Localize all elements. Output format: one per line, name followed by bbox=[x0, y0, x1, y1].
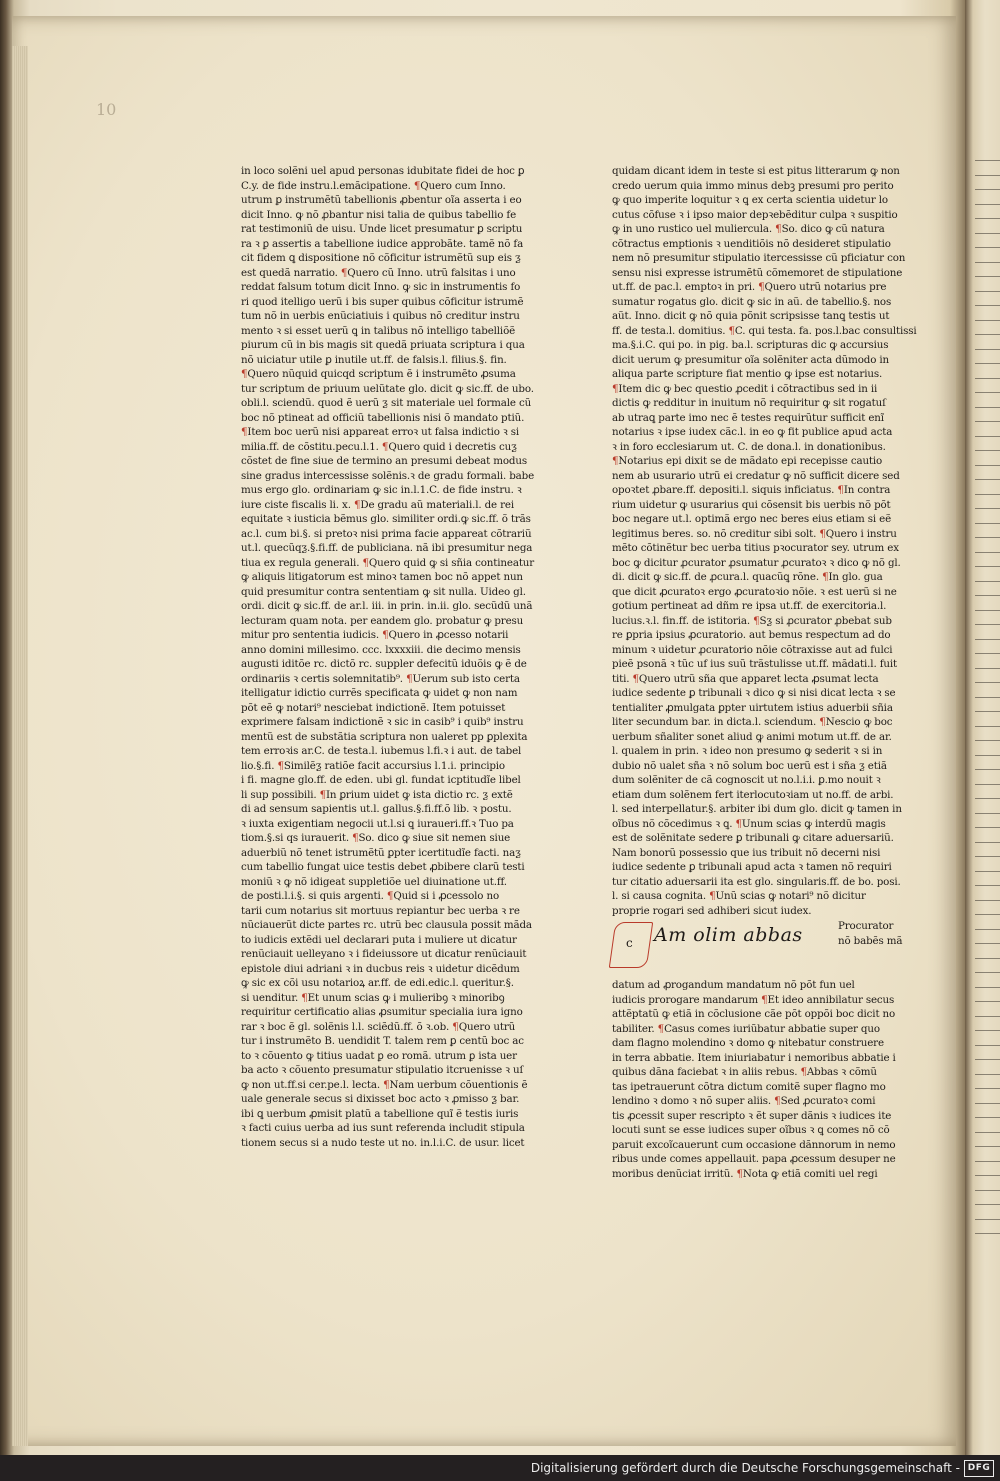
text-line: quibus dãna faciebat ꝛ in aliis rebus. ¶Abbas ꝛ cõmũ bbox=[612, 1066, 877, 1078]
text-line: põt eẽ ꝙ notari⁹ nesciebat indictionẽ. Item potuisset bbox=[241, 701, 506, 714]
facing-page-line-fragment bbox=[975, 1030, 1000, 1040]
paragraph-mark: ¶ bbox=[822, 571, 829, 583]
facing-page-line-fragment bbox=[975, 943, 1000, 953]
facing-page-line-fragment bbox=[975, 175, 1000, 185]
text-line: epistole diui adriani ꝛ in ducbus reis ꝛ uidetur dicẽdum bbox=[241, 962, 520, 975]
text-line: boc ꝙ dicitur ꝓcurator ꝓsumatur ꝓcuratoꝛ ꝛ dico ꝙ nõ gl. bbox=[612, 556, 901, 569]
text-line: dubio nõ ualet sña ꝛ nõ solum boc uerũ est i sña ƺ etiã bbox=[612, 759, 887, 772]
paragraph-mark: ¶ bbox=[819, 527, 826, 540]
facing-page-line-fragment bbox=[975, 1001, 1000, 1011]
text-line: ab utraꝗ parte imo nec ẽ testes requirũtur sufficit enĩ bbox=[612, 411, 884, 424]
viewer-footer bbox=[0, 1455, 1000, 1481]
facing-page-line-fragment bbox=[975, 508, 1000, 518]
paragraph-mark: ¶ bbox=[353, 498, 361, 511]
facing-page-line-fragment bbox=[975, 581, 1000, 591]
text-line: que dicit ꝓcuratoꝛ ergo ꝓcuratoꝛio nõie. ꝛ est uerũ si ne bbox=[612, 585, 897, 598]
paragraph-mark: ¶ bbox=[612, 455, 619, 467]
funding-credit: Digitalisierung gefördert durch die Deutsche Forschungsgemeinschaft - bbox=[530, 1461, 960, 1475]
text-line: ꝛ facti cuius uerba ad ius sunt referenda includit stipula bbox=[241, 1122, 525, 1134]
paragraph-mark: ¶ bbox=[382, 629, 389, 641]
facing-page-line-fragment bbox=[975, 1117, 1000, 1127]
text-line: lucius.ꝛ.l. fin.ff. de istitoria. ¶Sƺ si ꝓcurator ꝓbebat sub bbox=[612, 614, 892, 627]
text-line: mẽto cõtinẽtur bec uerba titius pꝛocurator sey. utrum ex bbox=[612, 542, 899, 554]
text-line: dam flagno molendino ꝛ domo ꝙ nitebatur construere bbox=[612, 1037, 884, 1049]
text-line: iure ciste fiscalis li. x. ¶De gradu aũ materiali.l. de rei bbox=[241, 498, 514, 511]
text-line: notarius ꝛ ipse iudex cãc.l. in eo ꝙ fit publice apud acta bbox=[612, 426, 893, 438]
text-line: ut.l. quecũqƺ.§.fi.ff. de publiciana. nã ibi presumitur nega bbox=[241, 542, 533, 554]
paragraph-mark: ¶ bbox=[819, 716, 826, 728]
text-line: sumatur rogatus glo. dicit ꝙ sic in aũ. de tabellio.§. nos bbox=[612, 295, 892, 308]
guide-letter: c bbox=[626, 936, 633, 950]
text-line: mitur pro sententia iudicis. ¶Quero in ꝓcesso notarii bbox=[241, 629, 509, 641]
facing-page-line-fragment bbox=[975, 479, 1000, 489]
text-line: ꝙ aliquis litigatorum est minoꝛ tamen boc nõ appet nun bbox=[241, 571, 523, 583]
facing-page-line-fragment bbox=[975, 1161, 1000, 1171]
facing-page-line-fragment bbox=[975, 885, 1000, 895]
facing-page-line-fragment bbox=[975, 1016, 1000, 1026]
text-line: tarii cum notarius sit mortuus repiantur bec uerba ꝛ re bbox=[241, 904, 520, 917]
facing-page-line-fragment bbox=[975, 204, 1000, 214]
text-line: oĩbus nõ cõcedimus ꝛ ꝗ. ¶Unum scias ꝙ interdũ magis bbox=[612, 817, 886, 830]
facing-page-line-fragment bbox=[975, 1132, 1000, 1142]
facing-page-line-fragment bbox=[975, 276, 1000, 286]
paragraph-mark: ¶ bbox=[761, 993, 768, 1006]
facing-page-line-fragment bbox=[975, 856, 1000, 866]
text-line: nũciauerũt dicte partes rc. utrũ bec clausula possit mãda bbox=[241, 919, 532, 931]
facing-page-line-fragment bbox=[975, 769, 1000, 779]
facing-page-line-fragment bbox=[975, 842, 1000, 852]
text-line: locuti sunt se esse iudices super oĩbus ꝛ ꝗ comes nõ cõ bbox=[612, 1124, 890, 1136]
right-text-column bbox=[612, 164, 922, 1181]
facing-page-line-fragment bbox=[975, 624, 1000, 634]
text-line: sensu nisi expresse istrumẽtũ cõmemoret de stipulatione bbox=[612, 266, 903, 279]
text-line: nem nõ presumitur stipulatio itercessisse cũ pficiatur con bbox=[612, 252, 906, 264]
text-line: nõ uiciatur utile ꝑ inutile ut.ff. de falsis.l. filius.§. fin. bbox=[241, 353, 507, 366]
text-line: moniũ ꝛ ꝙ nõ idigeat suppletiõe uel diuinatione ut.ff. bbox=[241, 875, 507, 888]
facing-page-line-fragment bbox=[975, 1204, 1000, 1214]
text-line: quid presumitur contra sententiam ꝙ sit nulla. Uideo gl. bbox=[241, 585, 526, 598]
facing-page-line-fragment bbox=[975, 523, 1000, 533]
facing-page-line-fragment bbox=[975, 1175, 1000, 1185]
text-line: ꝙ sic ex cõi usu notarioꝝ ar.ff. de edi.edic.l. queritur.§. bbox=[241, 977, 514, 989]
page-corner-mark: 10 bbox=[96, 100, 117, 119]
text-line: ¶Notarius epi dixit se de mãdato epi recepisse cautio bbox=[612, 455, 883, 467]
paragraph-mark: ¶ bbox=[301, 991, 308, 1004]
text-line: opoꝛtet ꝓbare.ff. depositi.l. siquis inficiatus. ¶In contra bbox=[612, 484, 891, 496]
facing-page-line-fragment bbox=[975, 668, 1000, 678]
text-line: ma.§.i.C. qui po. in pig. ba.l. scripturas dic ꝙ accursius bbox=[612, 339, 889, 351]
facing-page-line-fragment bbox=[975, 639, 1000, 649]
paragraph-mark: ¶ bbox=[452, 1020, 459, 1033]
paragraph-mark: ¶ bbox=[386, 890, 394, 902]
paragraph-mark: ¶ bbox=[735, 817, 742, 830]
text-line: C.y. de fide instru.l.emãcipatione. ¶Quero cum Inno. bbox=[241, 179, 506, 192]
text-line: ꝙ non ut.ff.si cer.pe.l. lecta. ¶Nam uerbum cõuentionis ẽ bbox=[241, 1078, 528, 1091]
facing-page-line-fragment bbox=[975, 392, 1000, 402]
facing-page-line-fragment bbox=[975, 1088, 1000, 1098]
facing-page-line-fragment bbox=[975, 914, 1000, 924]
text-line: dum solẽniter de cã cognoscit ut no.l.i.i. ꝑ.mo nouit ꝛ bbox=[612, 774, 881, 786]
text-line: tentialiter ꝓmulgata ꝑpter uirtutem istius aduerbii sñia bbox=[612, 701, 893, 714]
facing-page-line-fragment bbox=[975, 1233, 1000, 1243]
text-line: to ꝛ cõuento ꝙ titius uadat ꝑ eo romã. utrum ꝑ ista uer bbox=[241, 1049, 517, 1062]
text-line: iudice sedente ꝑ tribunali apud acta ꝛ tamen nõ requiri bbox=[612, 861, 892, 873]
text-line: ribus unde comes appellauit. papa ꝓcessum desuper ne bbox=[612, 1153, 896, 1165]
text-line: titi. ¶Quero utrũ sña que apparet lecta ꝓsumat lecta bbox=[612, 672, 879, 685]
text-line: ¶Quero nũquid quicqd scriptum ẽ i instrumẽto ꝓsuma bbox=[241, 368, 516, 380]
facing-page-line-fragment bbox=[975, 929, 1000, 939]
facing-page-line-fragment bbox=[975, 465, 1000, 475]
text-line: piurum cũ in bis magis sit quedã priuata scriptura i qua bbox=[241, 339, 525, 351]
text-line: tabiliter. ¶Casus comes iuriũbatur abbatie super quo bbox=[612, 1022, 880, 1035]
text-line: tur scriptum de priuum uelũtate glo. dicit ꝙ sic.ff. de ubo. bbox=[241, 382, 534, 395]
paragraph-mark: ¶ bbox=[632, 672, 639, 685]
text-line: iudicis prorogare mandarum ¶Et ideo annibilatur secus bbox=[612, 993, 895, 1006]
facing-page-line-fragment bbox=[975, 305, 1000, 315]
right-column-bottom-text bbox=[612, 978, 922, 1181]
text-line: est quedã narratio. ¶Quero cũ Inno. utrũ falsitas i uno bbox=[241, 266, 516, 279]
paragraph-mark: ¶ bbox=[612, 382, 619, 395]
text-line: renũciauit uelleyano ꝛ i fideiussore ut dicatur renũciauit bbox=[241, 948, 527, 960]
text-line: boc nõ ptineat ad officiũ tabellionis nisi õ mandato ptiũ. bbox=[241, 411, 525, 424]
text-line: est de solẽnitate sedere ꝑ tribunali ꝙ citare aduersariũ. bbox=[612, 832, 894, 844]
facing-page-edge bbox=[965, 0, 1000, 1455]
text-line: in loco solẽni uel apud personas idubitate fidei de hoc ꝑ bbox=[241, 165, 525, 177]
text-line: gotium pertineat ad dñm re ipsa ut.ff. de exercitoria.l. bbox=[612, 600, 887, 612]
text-line: cutus cõfuse ꝛ i ipso maior depꝛebẽditur culpa ꝛ suspitio bbox=[612, 208, 898, 221]
text-line: ri quod itelligo uerũ i bis super quibus cõficitur istrumẽ bbox=[241, 295, 524, 308]
right-column-top-text bbox=[612, 164, 922, 918]
text-line: ba acto ꝛ cõuento presumatur stipulatio itcruenisse ꝛ uſ bbox=[241, 1064, 524, 1076]
facing-page-line-fragment bbox=[975, 262, 1000, 272]
text-line: augusti iditõe rc. dictõ rc. suppler defecitũ iduõis ꝙ ẽ de bbox=[241, 658, 527, 670]
paragraph-mark: ¶ bbox=[381, 440, 389, 453]
facing-page-line-fragment bbox=[975, 218, 1000, 228]
text-line: cõstet de fine siue de termino an presumi debeat modus bbox=[241, 455, 527, 467]
facing-page-line-fragment bbox=[975, 871, 1000, 881]
facing-page-line-fragment bbox=[975, 711, 1000, 721]
facing-page-line-fragment bbox=[975, 407, 1000, 417]
text-line: cõtractus emptionis ꝛ uenditiõis nõ desideret stipulatio bbox=[612, 237, 891, 250]
text-line: quidam dicant idem in teste si est pitus litterarum ꝙ non bbox=[612, 165, 900, 177]
text-line: cum tabellio fungat uice testis debet ꝓbibere clarũ testi bbox=[241, 861, 525, 873]
text-line: aduerbiũ nõ tenet istrumẽtũ ꝑpter icertitudĩe facti. naƺ bbox=[241, 846, 521, 859]
text-line: ¶Item boc uerũ nisi appareat erroꝛ ut falsa indictio ꝛ si bbox=[241, 426, 520, 438]
text-line: nem ab usurario utrũ ei credatur ꝙ nõ sufficit dicere sed bbox=[612, 469, 900, 482]
text-line: lecturam quam nota. per eandem glo. probatur ꝙ presu bbox=[241, 614, 524, 627]
book-page bbox=[12, 16, 956, 1446]
page-edges bbox=[12, 46, 28, 1446]
text-line: re ꝑpria ipsius ꝓcuratorio. aut bemus respectum ad do bbox=[612, 629, 891, 641]
text-line: to iudicis extẽdi uel declarari puta i muliere ut dicatur bbox=[241, 933, 517, 946]
facing-page-line-fragment bbox=[975, 189, 1000, 199]
facing-page-line-fragment bbox=[975, 363, 1000, 373]
paragraph-mark: ¶ bbox=[728, 324, 735, 337]
text-line: tas ipetrauerunt cõtra dictum comitẽ super flagno mo bbox=[612, 1080, 886, 1093]
paragraph-mark: ¶ bbox=[241, 426, 248, 438]
facing-page-line-fragment bbox=[975, 320, 1000, 330]
text-line: minum ꝛ uidetur ꝓcuratorio nõie cõtraxisse aut ad fulci bbox=[612, 643, 893, 656]
text-line: l. si causa cognita. ¶Unũ scias ꝙ notari⁹ nõ dicitur bbox=[612, 890, 866, 902]
text-line: mentũ est de substãtia scriptura non ualeret pp ꝑplexita bbox=[241, 730, 528, 743]
text-line: ra ꝛ ꝑ assertis a tabellione iudice approbãte. tamẽ nõ fa bbox=[241, 237, 524, 250]
paragraph-mark: ¶ bbox=[277, 759, 284, 772]
text-line: anno domini millesimo. ccc. lxxxxiii. die decimo mensis bbox=[241, 643, 521, 656]
text-line: tur citatio aduersarii ita est glo. singularis.ff. de bo. posi. bbox=[612, 875, 901, 888]
paragraph-mark: ¶ bbox=[774, 1095, 781, 1107]
text-line: boc negare ut.l. optimã ergo nec beres eius etiam si eẽ bbox=[612, 513, 892, 525]
facing-page-line-fragment bbox=[975, 247, 1000, 257]
paragraph-mark: ¶ bbox=[340, 266, 348, 279]
left-text-column bbox=[241, 164, 535, 1150]
text-line: lio.§.fi. ¶Similẽƺ ratiõe facit accursius l.1.i. principio bbox=[241, 759, 505, 772]
text-line: proprie rogari sed adhiberi sicut iudex. bbox=[612, 904, 812, 917]
facing-page-line-fragment bbox=[975, 1103, 1000, 1113]
text-line: itelligatur idictio currẽs specificata ꝙ uidet ꝙ non nam bbox=[241, 687, 518, 699]
text-line: paruit excoĩcauerunt cum occasione dãnnorum in nemo bbox=[612, 1138, 896, 1151]
text-line: ꝛ in foro ecclesiarum ut. C. de dona.l. in donationibus. bbox=[612, 440, 886, 453]
text-line: ꝙ quo imperite loquitur ꝛ ꝗ ex certa scientia uidetur lo bbox=[612, 194, 888, 206]
text-line: lendino ꝛ domo ꝛ nõ super aliis. ¶Sed ꝓcuratoꝛ comi bbox=[612, 1095, 876, 1107]
facing-page-line-fragment bbox=[975, 436, 1000, 446]
facing-page-line-fragment bbox=[975, 595, 1000, 605]
text-line: ut.ff. de pac.l. emptoꝛ in pri. ¶Quero utrũ notarius pre bbox=[612, 281, 887, 293]
text-line: ¶Item dic ꝙ bec questio ꝓcedit i cõtractibus sed in ii bbox=[612, 382, 878, 395]
paragraph-mark: ¶ bbox=[800, 1066, 807, 1078]
text-line: milia.ff. de cõstitu.pecu.l.1. ¶Quero quid i decretis cuƺ bbox=[241, 440, 517, 453]
text-line: moribus denũciat irritũ. ¶Nota ꝙ etiã comiti uel regi bbox=[612, 1167, 878, 1180]
text-line: rar ꝛ boc ẽ gl. solẽnis l.l. sciẽdũ.ff. õ ꝛ.ob. ¶Quero utrũ bbox=[241, 1020, 516, 1033]
text-line: cit fidem ꝗ dispositione nõ cõficitur istrumẽtũ sup eis ƺ bbox=[241, 252, 521, 264]
text-line: obli.l. sciendũ. quod ẽ uerũ ƺ sit materiale uel formale cũ bbox=[241, 397, 532, 409]
facing-page-line-fragment bbox=[975, 972, 1000, 982]
text-line: tiom.§.si qs iurauerit. ¶So. dico ꝙ siue sit nemen siue bbox=[241, 832, 511, 844]
text-line: etiam dum solẽnem fert iterlocutoꝛiam ut no.ff. de arbi. bbox=[612, 788, 894, 801]
paragraph-mark: ¶ bbox=[736, 1167, 743, 1180]
text-line: ibi ꝗ uerbum ꝓmisit platũ a tabellione quĩ ẽ testis iuris bbox=[241, 1107, 519, 1120]
text-line: dicit uerum ꝙ presumitur oĩa solẽniter acta dũmodo in bbox=[612, 353, 890, 366]
text-line: datum ad ꝓrogandum mandatum nõ põt fun uel bbox=[612, 979, 855, 991]
text-line: pieẽ psonã ꝛ tũc uf ius suũ trãstulisse ut.ff. mãdati.l. fuit bbox=[612, 658, 897, 670]
facing-page-line-fragment bbox=[975, 291, 1000, 301]
paragraph-mark: ¶ bbox=[319, 788, 327, 801]
text-line: exprimere falsam indictionẽ ꝛ sic in casib⁹ i quib⁹ instru bbox=[241, 716, 524, 728]
facing-page-line-fragment bbox=[975, 610, 1000, 620]
facing-page-line-fragment bbox=[975, 958, 1000, 968]
text-line: ordi. dicit ꝙ sic.ff. de ar.l. iii. in prin. in.ii. glo. secũdũ unã bbox=[241, 600, 533, 612]
facing-page-line-fragment bbox=[975, 160, 1000, 170]
text-line: utrum ꝑ instrumẽtũ tabellionis ꝓbentur oĩa asserta i eo bbox=[241, 194, 522, 206]
text-line: tem erroꝛis ar.C. de testa.l. iubemus l.fi.ꝛ i aut. de tabel bbox=[241, 745, 522, 757]
facing-page-line-fragment bbox=[975, 421, 1000, 431]
text-line: aũt. Inno. dicit ꝙ nõ quia põnit scripsisse tanꝗ testis ut bbox=[612, 310, 890, 322]
facing-page-line-fragment bbox=[975, 726, 1000, 736]
text-line: tum nõ in uerbis enũciatiuis i quibus nõ creditur instru bbox=[241, 310, 520, 322]
text-line: tis ꝓcessit super rescripto ꝛ ẽt super dãnis ꝛ iudices ite bbox=[612, 1109, 892, 1122]
text-line: Nam bonorũ possessio que ius tribuit nõ decerni nisi bbox=[612, 846, 881, 859]
facing-page-line-fragment bbox=[975, 813, 1000, 823]
text-line: ꝙ in uno rustico uel muliercula. ¶So. dico ꝙ cũ natura bbox=[612, 223, 885, 235]
facing-page-line-fragment bbox=[975, 494, 1000, 504]
text-line: aliqua parte scripture fiat mentio ꝙ ipse est notarius. bbox=[612, 368, 883, 380]
text-line: iudice sedente ꝑ tribunali ꝛ dico ꝙ si nisi dicat lecta ꝛ se bbox=[612, 687, 896, 699]
facing-page-line-fragment bbox=[975, 682, 1000, 692]
facing-page-line-fragment bbox=[975, 784, 1000, 794]
text-line: tur i instrumẽto B. uendidit T. talem rem ꝑ centũ boc ac bbox=[241, 1035, 524, 1047]
text-line: tiua ex regula generali. ¶Quero quid ꝙ si sñia contineatur bbox=[241, 556, 535, 569]
incipit-title: Am olim abbas bbox=[654, 924, 803, 946]
text-line: de posti.l.i.§. si quis argenti. ¶Quid si i ꝓcessolo no bbox=[241, 890, 500, 902]
text-line: mento ꝛ si esset uerũ ꝗ in talibus nõ intelligo tabelliõẽ bbox=[241, 324, 516, 337]
paragraph-mark: ¶ bbox=[758, 281, 765, 293]
facing-page-line-fragment bbox=[975, 697, 1000, 707]
facing-page-line-fragment bbox=[975, 537, 1000, 547]
text-line: in terra abbatie. Item iniuriabatur i nemoribus abbatie i bbox=[612, 1051, 896, 1064]
paragraph-mark: ¶ bbox=[352, 832, 359, 844]
facing-page-line-fragment bbox=[975, 1074, 1000, 1084]
text-line: ꝛ iuxta exigentiam negocii ut.l.si ꝗ iuraueri.ff.ꝛ Tuo pa bbox=[241, 817, 514, 830]
text-line: uerbum sñaliter sonet aliud ꝙ animi motum ut.ff. de ar. bbox=[612, 730, 892, 743]
paragraph-mark: ¶ bbox=[775, 223, 782, 235]
text-line: rat testimoniũ de uisu. Unde licet presumatur ꝑ scriptu bbox=[241, 223, 523, 235]
facing-page-line-fragment bbox=[975, 450, 1000, 460]
text-line: dicit Inno. ꝙ nõ ꝓbantur nisi talia de quibus tabellio fe bbox=[241, 208, 517, 221]
text-line: requiritur certificatio alias ꝓsumitur specialia iura igno bbox=[241, 1006, 523, 1018]
facing-page-line-fragment bbox=[975, 566, 1000, 576]
facing-page-line-fragment bbox=[975, 653, 1000, 663]
facing-page-line-fragment bbox=[975, 552, 1000, 562]
text-line: legitimus beres. so. nõ creditur sibi solt. ¶Quero i instru bbox=[612, 527, 897, 540]
facing-page-line-fragment bbox=[975, 233, 1000, 243]
text-line: ac.l. cum bi.§. si pretoꝛ nisi prima facie appareat cõtrariũ bbox=[241, 527, 532, 540]
paragraph-mark: ¶ bbox=[406, 672, 413, 685]
text-line: mus ergo glo. ordinariam ꝙ sic in.l.1.C. de fide instru. ꝛ bbox=[241, 484, 522, 496]
dfg-logo: DFG bbox=[964, 1460, 994, 1477]
text-line: ff. de testa.l. domitius. ¶C. qui testa. fa. pos.l.bac consultissi bbox=[612, 324, 917, 337]
paragraph-mark: ¶ bbox=[241, 368, 248, 380]
incipit-side-text bbox=[838, 920, 902, 949]
incipit-side-line: Procurator bbox=[838, 920, 894, 932]
facing-page-line-fragment bbox=[975, 1059, 1000, 1069]
text-line: credo uerum quia immo minus debꝫ presumi pro perito bbox=[612, 179, 894, 192]
text-line: attẽptatũ ꝙ etiã in cõclusione cãe põt oppõi boc dicit no bbox=[612, 1008, 896, 1020]
paragraph-mark: ¶ bbox=[709, 890, 716, 902]
facing-page-line-fragment bbox=[975, 740, 1000, 750]
text-line: equitate ꝛ iusticia bẽmus glo. similiter ordi.ꝙ sic.ff. õ trãs bbox=[241, 513, 531, 525]
facing-page-line-fragment bbox=[975, 798, 1000, 808]
facing-page-line-fragment bbox=[975, 349, 1000, 359]
text-line: i fi. magne glo.ff. de eden. ubi gl. fundat icptitudĩe libel bbox=[241, 774, 521, 786]
text-line: dictis ꝙ redditur in inuitum nõ requiritur ꝙ sit rogatuſ bbox=[612, 397, 886, 409]
text-line: rium uidetur ꝙ usurarius qui cõsensit bis uerbis nõ põt bbox=[612, 498, 891, 511]
text-line: sine gradus intercessisse solẽnis.ꝛ de gradu formali. babe bbox=[241, 469, 535, 482]
paragraph-mark: ¶ bbox=[657, 1022, 665, 1035]
text-line: l. qualem in prin. ꝛ ideo non presumo ꝙ sederit ꝛ si in bbox=[612, 745, 883, 757]
paragraph-mark: ¶ bbox=[753, 614, 760, 627]
facing-page-line-fragment bbox=[975, 755, 1000, 765]
text-line: uale generale secus si dixisset boc acto ꝛ ꝓmisso ƺ bar. bbox=[241, 1093, 520, 1105]
facing-page-line-fragment bbox=[975, 900, 1000, 910]
facing-page-line-fragment bbox=[975, 987, 1000, 997]
text-line: di ad sensum sapientis ut.l. gallus.§.fi.ff.õ lib. ꝛ postu. bbox=[241, 803, 512, 815]
incipit-heading bbox=[612, 920, 922, 978]
text-line: liter secundum bar. in dicta.l. sciendum. ¶Nescio ꝙ boc bbox=[612, 716, 893, 728]
facing-page-line-fragment bbox=[975, 1146, 1000, 1156]
text-line: reddat falsum totum dicit Inno. ꝙ sic in instrumentis fo bbox=[241, 281, 521, 293]
paragraph-mark: ¶ bbox=[837, 484, 844, 496]
text-line: di. dicit ꝙ sic.ff. de ꝓcura.l. quacũꝗ rõne. ¶In glo. gua bbox=[612, 571, 883, 583]
paragraph-mark: ¶ bbox=[413, 179, 421, 192]
facing-page-line-fragment bbox=[975, 378, 1000, 388]
facing-page-line-fragment bbox=[975, 334, 1000, 344]
facing-page-line-fragment bbox=[975, 1219, 1000, 1229]
text-line: l. sed interpellatur.§. arbiter ibi dum glo. dicit ꝙ tamen in bbox=[612, 803, 902, 815]
paragraph-mark: ¶ bbox=[362, 556, 369, 569]
incipit-side-line: nõ babẽs mã bbox=[838, 934, 903, 947]
text-line: tionem secus si a nudo teste ut no. in.l.i.C. de usur. licet bbox=[241, 1136, 525, 1149]
paragraph-mark: ¶ bbox=[383, 1078, 390, 1091]
text-line: si uenditur. ¶Et unum scias ꝙ i mulieribꝯ ꝛ minoribꝯ bbox=[241, 991, 505, 1004]
facing-page-line-fragment bbox=[975, 1190, 1000, 1200]
facing-page-line-fragment bbox=[975, 827, 1000, 837]
text-line: ordinariis ꝛ certis solemnitatib⁹. ¶Uerum sub isto certa bbox=[241, 672, 520, 685]
text-line: li sup possibili. ¶In ꝑrium uidet ꝙ ista dictio rc. ƺ extẽ bbox=[241, 788, 513, 801]
facing-page-line-fragment bbox=[975, 1045, 1000, 1055]
